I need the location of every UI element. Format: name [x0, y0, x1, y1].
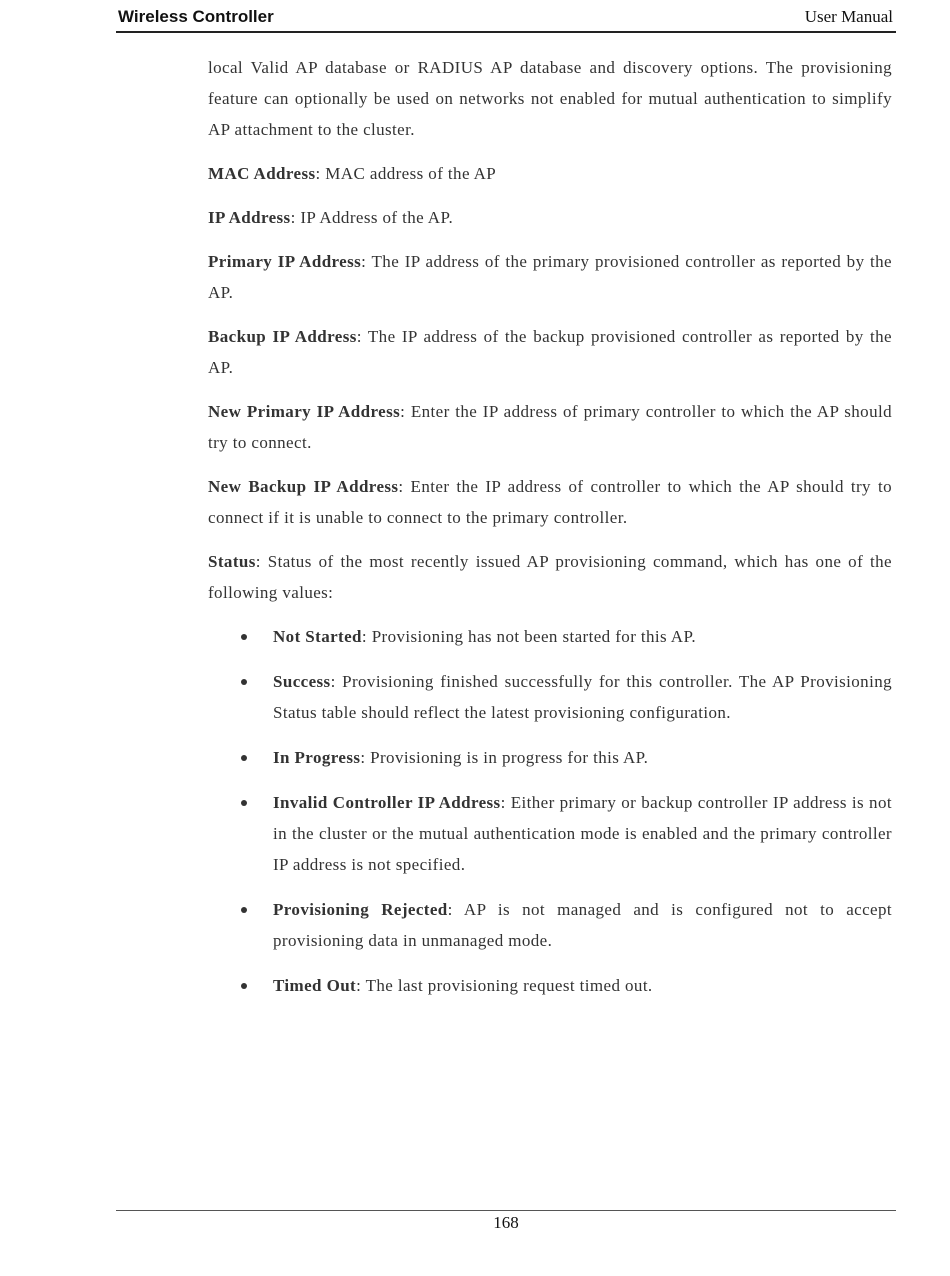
- field-new-backup-ip-address: [208, 471, 892, 533]
- list-item: [208, 970, 892, 1001]
- header-title: Wireless Controller: [118, 7, 274, 26]
- field-term: Backup IP Address: [208, 327, 357, 346]
- list-item: [208, 666, 892, 728]
- field-term: IP Address: [208, 208, 291, 227]
- status-description: : Provisioning is in progress for this AP.: [360, 748, 649, 767]
- intro-paragraph: local Valid AP database or RADIUS AP database and discovery options. The provisioning feature can optionally be used on networks not enabled for mutual authentication to simplify AP attachment to the cluster.: [208, 58, 892, 139]
- field-term: Status: [208, 552, 256, 571]
- footer-divider: [116, 1210, 896, 1211]
- field-primary-ip-address: [208, 246, 892, 308]
- bullet-icon: [241, 800, 247, 806]
- status-description: : Provisioning has not been started for this AP.: [361, 627, 697, 646]
- status-term: In Progress: [273, 748, 361, 767]
- status-description: : Provisioning finished successfully for this controller. The AP Provisioning Status table should reflect the latest provisioning configuration.: [273, 672, 892, 722]
- page-header: [116, 0, 896, 33]
- field-description: : MAC address of the AP: [315, 164, 497, 183]
- status-term: Timed Out: [273, 976, 357, 995]
- field-description: : Status of the most recently issued AP provisioning command, which has one of the following values:: [208, 552, 892, 602]
- field-new-primary-ip-address: [208, 396, 892, 458]
- field-term: MAC Address: [208, 164, 316, 183]
- list-item: [208, 894, 892, 956]
- field-ip-address: [208, 202, 892, 233]
- list-item: [208, 621, 892, 652]
- field-description: : Enter the IP address of controller to which the AP should try to connect if it is unable to connect to the primary controller.: [208, 477, 892, 527]
- field-description: : The IP address of the backup provisioned controller as reported by the AP.: [208, 327, 892, 377]
- field-mac-address: [208, 158, 892, 189]
- field-term: New Primary IP Address: [208, 402, 401, 421]
- status-values-list: [208, 621, 892, 1001]
- bullet-icon: [241, 907, 247, 913]
- field-description: : The IP address of the primary provisioned controller as reported by the AP.: [208, 252, 892, 302]
- header-document-type: User Manual: [804, 7, 893, 26]
- field-description: : IP Address of the AP.: [290, 208, 454, 227]
- field-term: New Backup IP Address: [208, 477, 399, 496]
- field-backup-ip-address: [208, 321, 892, 383]
- status-term: Provisioning Rejected: [273, 900, 448, 919]
- bullet-icon: [241, 634, 247, 640]
- list-item: [208, 742, 892, 773]
- field-status: [208, 546, 892, 608]
- list-item: [208, 787, 892, 880]
- status-description: : The last provisioning request timed out.: [356, 976, 653, 995]
- status-description: : AP is not managed and is configured not to accept provisioning data in unmanaged mode.: [273, 900, 892, 950]
- page-body: [208, 52, 892, 1015]
- bullet-icon: [241, 755, 247, 761]
- bullet-icon: [241, 679, 247, 685]
- status-term: Not Started: [273, 627, 362, 646]
- status-term: Success: [273, 672, 331, 691]
- field-description: : Enter the IP address of primary controller to which the AP should try to connect.: [208, 402, 892, 452]
- status-term: Invalid Controller IP Address: [273, 793, 501, 812]
- status-description: : Either primary or backup controller IP address is not in the cluster or the mutual authentication mode is enabled and the primary controller IP address is not specified.: [273, 793, 892, 874]
- page-number: 168: [493, 1213, 519, 1232]
- field-term: Primary IP Address: [208, 252, 362, 271]
- bullet-icon: [241, 983, 247, 989]
